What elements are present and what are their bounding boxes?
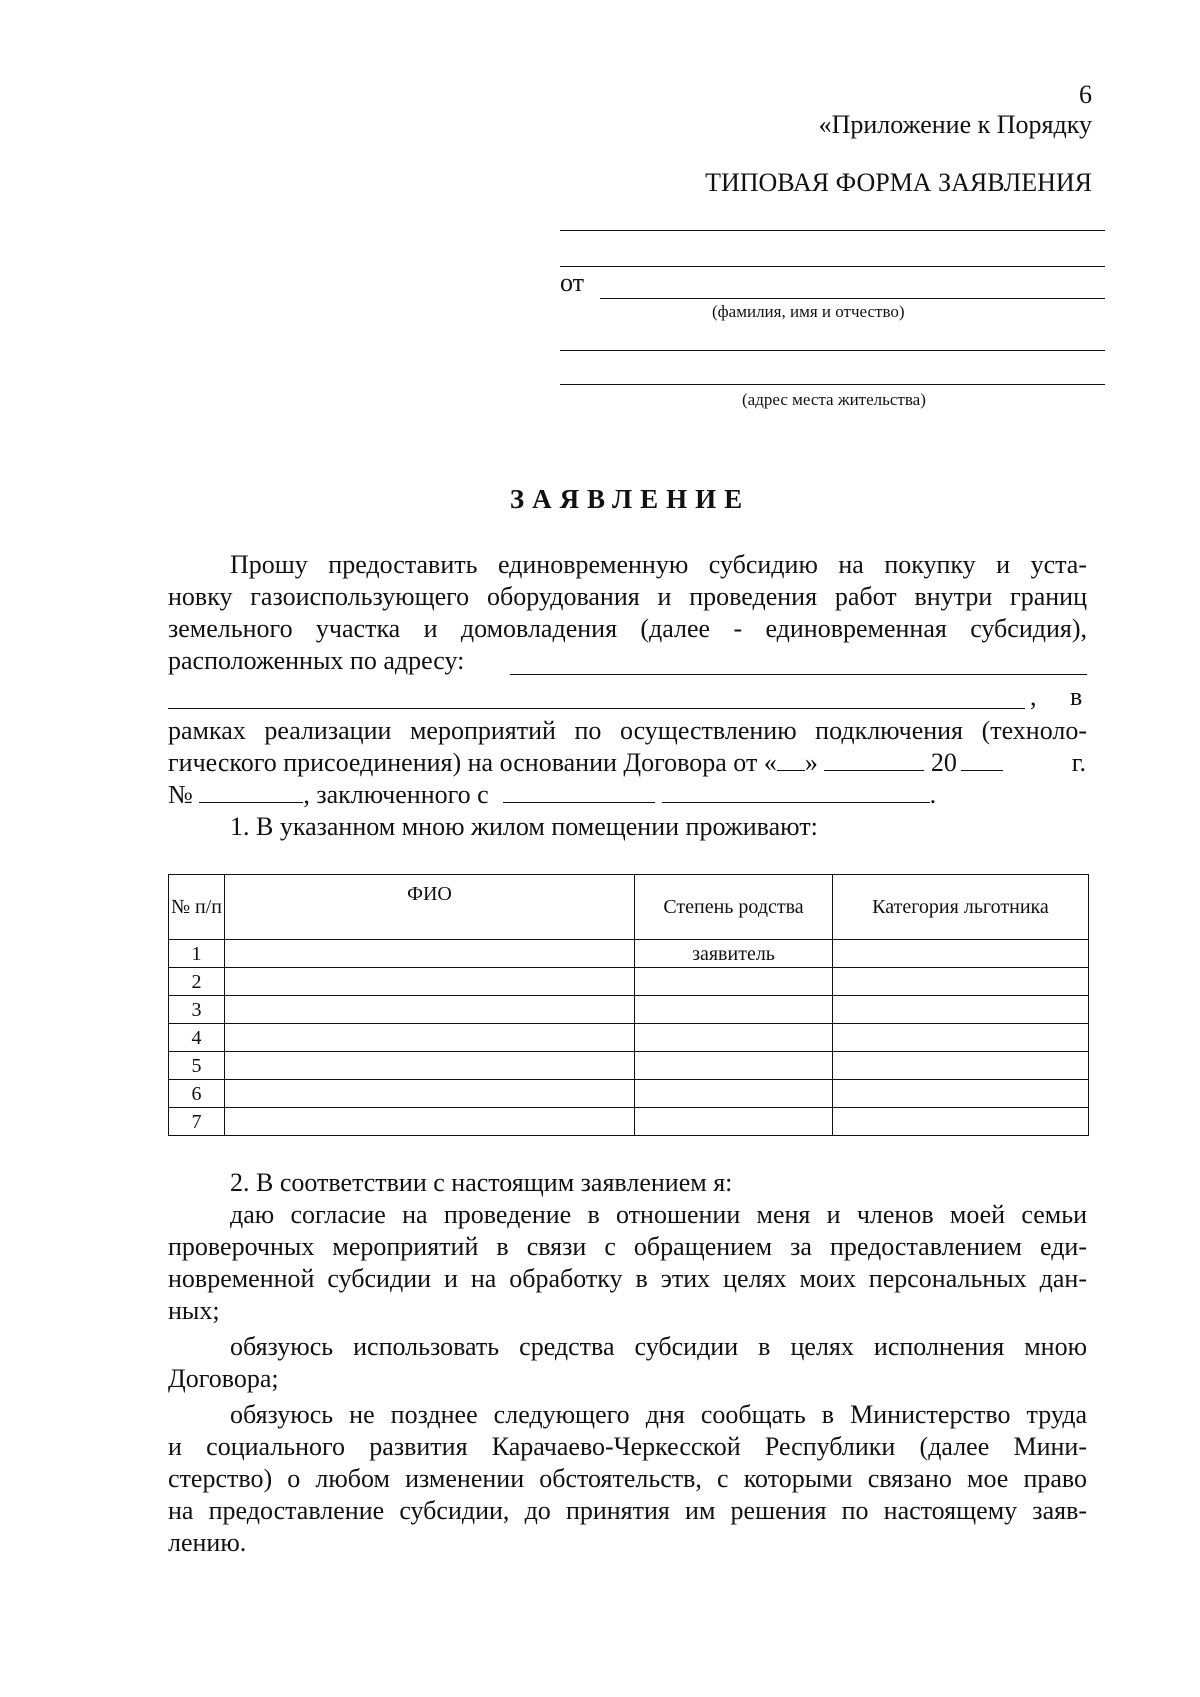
table-row — [169, 968, 1089, 996]
address-caption: (адрес места жительства) — [742, 390, 926, 409]
consent-p3-line-2: и социального развития Карачаево-Черкесской Республики (далее Мини- — [168, 1432, 1087, 1461]
table-header-row — [169, 875, 1089, 940]
row-number: 1 — [169, 940, 225, 968]
category-cell[interactable] — [833, 1052, 1089, 1080]
residents-table — [168, 874, 1089, 1136]
column-header-relation: Степень родства — [635, 875, 833, 940]
relation-cell[interactable] — [635, 996, 833, 1024]
fio-cell[interactable] — [225, 996, 635, 1024]
concluded-with-text: , заключенного с — [303, 780, 489, 809]
request-line-3: земельного участка и домовладения (далее - единовременная субсидия), — [168, 614, 1087, 643]
contract-number-field[interactable] — [199, 780, 303, 803]
addressee-line-1[interactable] — [560, 230, 1105, 231]
contract-year-field[interactable] — [961, 748, 1003, 771]
contract-century: 20 — [930, 748, 957, 777]
relation-cell[interactable] — [635, 1080, 833, 1108]
column-header-number: № п/п — [169, 875, 225, 940]
request-line-7 — [168, 748, 1088, 778]
consent-p1-line-3: новременной субсидии и на обработку в этих целях моих персональных дан- — [168, 1264, 1087, 1293]
line8-period: . — [929, 780, 937, 809]
consent-p1-line-4: ных; — [168, 1296, 220, 1325]
fio-cell[interactable] — [225, 1024, 635, 1052]
page-number: 6 — [1079, 80, 1092, 109]
fio-cell[interactable] — [225, 1080, 635, 1108]
consent-p1-line-1: даю согласие на проведение в отношении меня и членов моей семьи — [230, 1200, 1087, 1229]
addressee-line-2[interactable] — [560, 266, 1105, 267]
row-number: 3 — [169, 996, 225, 1024]
category-cell[interactable] — [833, 968, 1089, 996]
request-line-2: новку газоиспользующего оборудования и проведения работ внутри границ — [168, 582, 1087, 611]
table-row — [169, 1108, 1089, 1136]
consent-p2-line-2: Договора; — [168, 1364, 279, 1393]
row-number: 6 — [169, 1080, 225, 1108]
table-row — [169, 1080, 1089, 1108]
request-line-6: рамках реализации мероприятий по осуществлению подключения (техноло- — [168, 716, 1087, 745]
request-line-4 — [168, 646, 464, 676]
property-address-line-2[interactable] — [168, 708, 1025, 709]
request-line-1: Прошу предоставить единовременную субсидию на покупку и уста- — [230, 550, 1087, 579]
category-cell[interactable] — [833, 1024, 1089, 1052]
table-row — [169, 1024, 1089, 1052]
address-line-2[interactable] — [560, 384, 1105, 385]
category-cell[interactable] — [833, 940, 1089, 968]
address-line-1[interactable] — [560, 350, 1105, 351]
form-type-title: ТИПОВАЯ ФОРМА ЗАЯВЛЕНИЯ — [705, 168, 1092, 197]
column-header-fio: ФИО — [225, 875, 635, 940]
category-cell[interactable] — [833, 1108, 1089, 1136]
year-suffix: г. — [1071, 748, 1086, 777]
full-name-line[interactable] — [600, 298, 1105, 299]
counterparty-field-1[interactable] — [503, 780, 655, 803]
consent-p3-line-4: на предоставление субсидии, до принятия им решения по настоящему заяв- — [168, 1496, 1087, 1525]
category-cell[interactable] — [833, 996, 1089, 1024]
address-prefix: расположенных по адресу: — [168, 646, 465, 675]
statement-title: ЗАЯВЛЕНИЕ — [509, 484, 751, 514]
full-name-caption: (фамилия, имя и отчество) — [712, 302, 905, 321]
consent-heading: 2. В соответствии с настоящим заявлением я: — [230, 1168, 733, 1197]
residents-intro: 1. В указанном мною жилом помещении проживают: — [230, 812, 818, 841]
consent-p3-line-3: стерство) о любом изменении обстоятельств, с которыми связано мое право — [168, 1464, 1087, 1493]
consent-p3-line-5: лению. — [168, 1528, 247, 1557]
property-address-line-1[interactable] — [510, 674, 1087, 675]
contract-quote-close: » — [804, 748, 818, 777]
from-label: от — [560, 268, 585, 297]
appendix-label: «Приложение к Порядку — [818, 110, 1092, 139]
contract-from-text: гического присоединения) на основании Договора от « — [168, 748, 777, 777]
line5-tail: в — [1070, 682, 1083, 711]
consent-p2-line-1: обязуюсь использовать средства субсидии в целях исполнения мною — [230, 1332, 1087, 1361]
fio-cell[interactable] — [225, 1052, 635, 1080]
fio-cell[interactable] — [225, 1108, 635, 1136]
request-line-8 — [168, 780, 936, 810]
row-number: 5 — [169, 1052, 225, 1080]
row-number: 2 — [169, 968, 225, 996]
consent-p1-line-2: проверочных мероприятий в связи с обращением за предоставлением еди- — [168, 1232, 1087, 1261]
fio-cell[interactable] — [225, 940, 635, 968]
consent-p3-line-1: обязуюсь не позднее следующего дня сообщать в Министерство труда — [230, 1400, 1087, 1429]
row-number: 7 — [169, 1108, 225, 1136]
category-cell[interactable] — [833, 1080, 1089, 1108]
column-header-category: Категория льготника — [833, 875, 1089, 940]
relation-cell[interactable] — [635, 968, 833, 996]
contract-month-field[interactable] — [824, 748, 924, 771]
table-row — [169, 940, 1089, 968]
relation-cell[interactable] — [635, 1108, 833, 1136]
counterparty-field-2[interactable] — [662, 780, 930, 803]
relation-cell[interactable] — [635, 1024, 833, 1052]
contract-number-sign: № — [168, 780, 193, 809]
row-number: 4 — [169, 1024, 225, 1052]
contract-day-field[interactable] — [777, 748, 805, 771]
table-row — [169, 996, 1089, 1024]
fio-cell[interactable] — [225, 968, 635, 996]
address-comma: , — [1030, 682, 1037, 711]
relation-cell[interactable] — [635, 1052, 833, 1080]
relation-cell[interactable]: заявитель — [635, 940, 833, 968]
table-row — [169, 1052, 1089, 1080]
